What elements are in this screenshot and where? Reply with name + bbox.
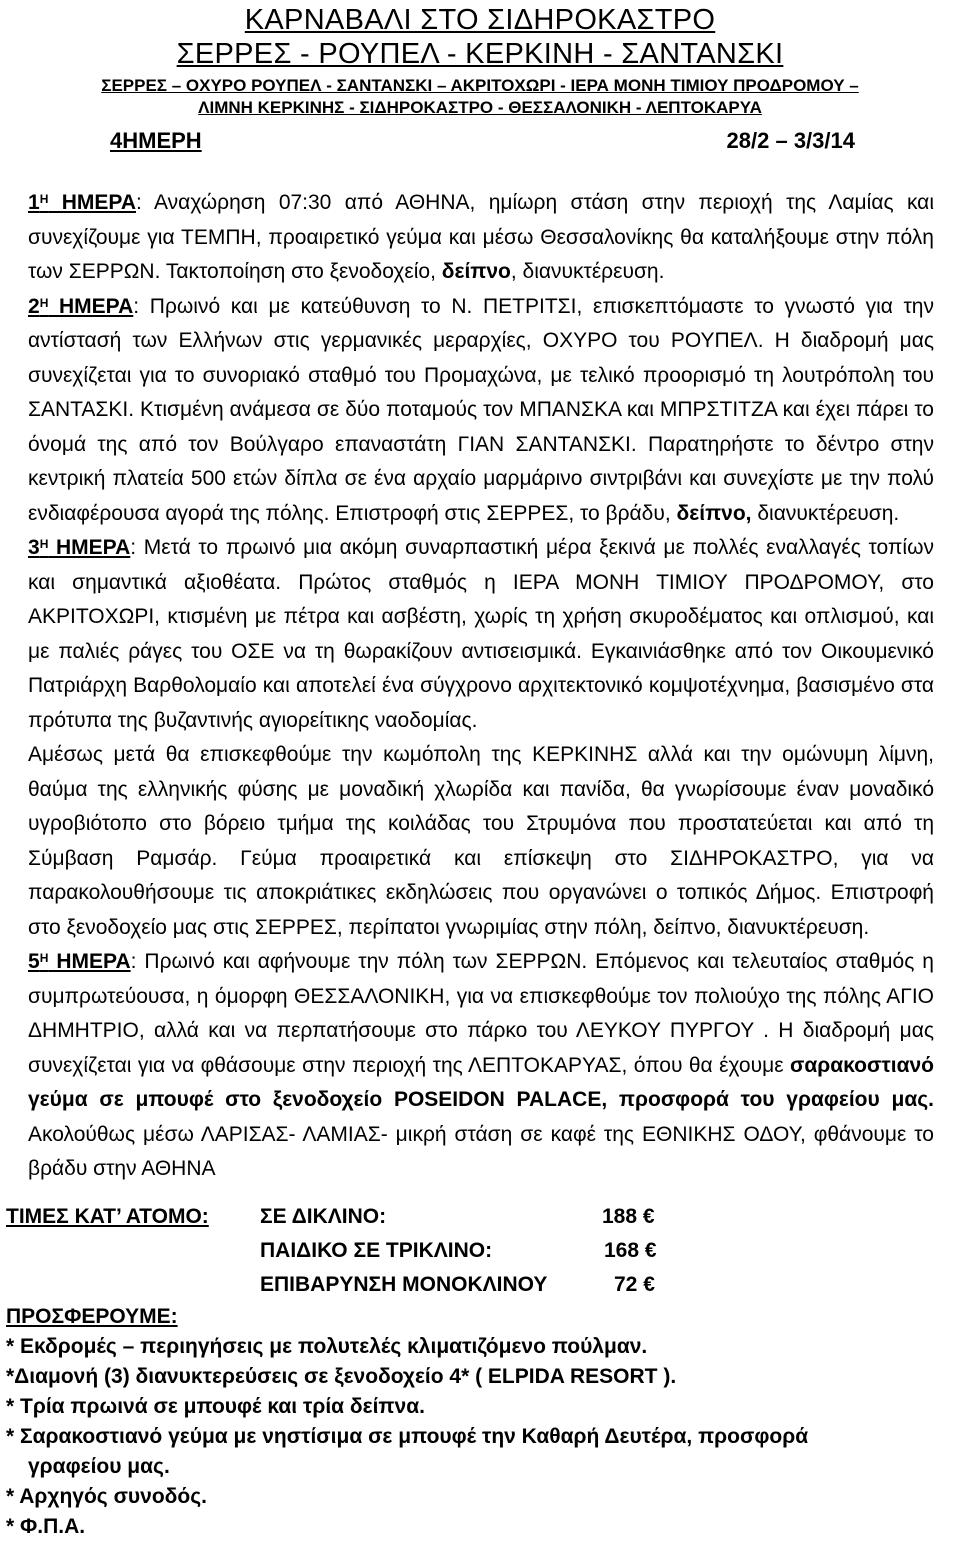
title-line-2: ΣΕΡΡΕΣ - ΡΟΥΠΕΛ - ΚΕΡΚΙΝΗ - ΣΑΝΤΑΝΣΚΙ [176, 38, 784, 70]
trip-header [110, 128, 855, 154]
trip-duration: 4ΗΜΕΡΗ [110, 128, 202, 153]
offer-section [6, 1302, 936, 1542]
offer-item: *Διαμονή (3) διανυκτερεύσεις σε ξενοδοχείο 4* ( ELPIDA RESORT ). [6, 1365, 677, 1388]
day-1-label: $1^H$ ΗΜΕΡΑ [28, 191, 137, 214]
title-line-1: ΚΑΡΝΑΒΑΛΙ ΣΤΟ ΣΙΔΗΡΟΚΑΣΤΡΟ [244, 4, 716, 36]
offer-item: * Σαρακοστιανό γεύμα με νηστίσιμα σε μπουφέ την Καθαρή Δευτέρα, προσφορά [6, 1425, 809, 1448]
price-single-value: 72 € [614, 1273, 655, 1296]
day-5-label: $5^H$ ΗΜΕΡΑ [28, 950, 131, 973]
offer-item: * Τρία πρωινά σε μπουφέ και τρία δείπνα. [6, 1395, 425, 1418]
day-3-label: $3^H$ ΗΜΕΡΑ [28, 536, 131, 559]
price-double-value: 188 € [602, 1205, 655, 1228]
offer-item: * Εκδρομές – περιηγήσεις με πολυτελές κλιματιζόμενο πούλμαν. [6, 1335, 648, 1358]
price-double-name: ΣΕ ΔΙΚΛΙΝΟ: [260, 1205, 387, 1228]
price-child-name: ΠΑΙΔΙΚΟ ΣΕ ΤΡΙΚΛΙΝΟ: [260, 1239, 493, 1262]
offer-item-continued: γραφείου μας. [28, 1455, 170, 1478]
day-2: $2^H$ ΗΜΕΡΑ: Πρωινό και με κατεύθυνση το Ν. ΠΕΤΡΙΤΣΙ, επισκεπτόμαστε το γνωστό για την αντίστασή των Ελλήνων στις γερμανικές μεραρχίες, ΟΧΥΡΟ του ΡΟΥΠΕΛ. Η διαδρομή μας συνεχίζεται για το συνοριακό σταθμό του Προμαχώνα, με τελικό προορισμό τη λουτρόπολη του ΣΑΝΤΑΣΚΙ. Κτισμένη ανάμεσα σε δύο ποταμούς τον ΜΠΑΝΣΚΑ και ΜΠΡΣΤΙΤΖΑ και έχει πάρει το όνομά της από τον Βούλγαρο επαναστάτη ΓΙΑΝ ΣΑΝΤΑΝΣΚΙ. Παρατηρήστε το δέντρο στην κεντρική πλατεία 500 ετών δίπλα σε ένα αρχαίο μαρμάρινο σιντριβάνι και συνεχίστε με την πολύ ενδιαφέρουσα αγορά της πόλης. Επιστροφή στις ΣΕΡΡΕΣ, το βράδυ, δείπνο, διανυκτέρευση. [28, 294, 934, 525]
price-single-name: ΕΠΙΒΑΡΥΝΣΗ ΜΟΝΟΚΛΙΝΟΥ [260, 1273, 548, 1296]
day-2-dinner: δείπνο, [676, 501, 752, 525]
day-2-label: $2^H$ ΗΜΕΡΑ [28, 294, 134, 318]
offer-item: * Αρχηγός συνοδός. [6, 1485, 207, 1508]
trip-dates: 28/2 – 3/3/14 [726, 128, 855, 153]
itinerary [28, 186, 934, 1187]
offer-heading: ΠΡΟΣΦΕΡΟΥΜΕ: [6, 1305, 178, 1328]
prices-label: ΤΙΜΕΣ ΚΑΤ’ ΑΤΟΜΟ: [6, 1205, 209, 1228]
day-3: $3^H$ ΗΜΕΡΑ: Μετά το πρωινό μια ακόμη συναρπαστική μέρα ξεκινά με πολλές εναλλαγές τοπίων και σημαντικά αξιοθέατα. Πρώτος σταθμός η ΙΕΡΑ ΜΟΝΗ ΤΙΜΙΟΥ ΠΡΟΔΡΟΜΟΥ, στο ΑΚΡΙΤΟΧΩΡΙ, κτισμένη με πέτρα και ασβέστη, χωρίς τη χρήση σκυροδέματος και οπλισμού, και με παλιές ράγες του ΟΣΕ να τη θωρακίζουν αντισεισμικά. Εγκαινιάσθηκε από τον Οικουμενικό Πατριάρχη Βαρθολομαίο και αποτελεί ένα σύγχρονο αρχιτεκτονικό κομψοτέχνημα, βασισμένο στα πρότυπα της βυζαντινής αγιορείτικης ναοδομίας. [28, 536, 934, 732]
day-5: $5^H$ ΗΜΕΡΑ: Πρωινό και αφήνουμε την πόλη των ΣΕΡΡΩΝ. Επόμενος και τελευταίος σταθμός η συμπρωτεύουσα, η όμορφη ΘΕΣΣΑΛΟΝΙΚΗ, για να επισκεφθούμε τον πολιούχο της πόλης ΑΓΙΟ ΔΗΜΗΤΡΙΟ, αλλά και να περπατήσουμε στο πάρκο του ΛΕΥΚΟΥ ΠΥΡΓΟΥ . Η διαδρομή μας συνεχίζεται για να φθάσουμε στην περιοχή της ΛΕΠΤΟΚΑΡΥΑΣ, όπου θα έχουμε σαρακοστιανό γεύμα σε μπουφέ στο ξενοδοχείο POSEIDON PALACE, προσφορά του γραφείου μας. Ακολούθως μέσω ΛΑΡΙΣΑΣ- ΛΑΜΙΑΣ- μικρή στάση σε καφέ της ΕΘΝΙΚΗΣ ΟΔΟΥ, φθάνουμε το βράδυ στην ΑΘΗΝΑ [28, 950, 934, 1180]
route-line-1: ΣΕΡΡΕΣ – ΟΧΥΡΟ ΡΟΥΠΕΛ - ΣΑΝΤΑΝΣΚΙ – ΑΚΡΙΤΟΧΩΡΙ - ΙΕΡΑ ΜΟΝΗ ΤΙΜΙΟΥ ΠΡΟΔΡΟΜΟΥ – [101, 76, 859, 95]
day-5-lunch-offer: σαρακοστιανό γεύμα σε μπουφέ στο ξενοδοχείο POSEIDON PALACE, προσφορά του γραφείου μας. [28, 1053, 934, 1111]
price-child-value: 168 € [604, 1239, 657, 1262]
day-3-continued: Αμέσως μετά θα επισκεφθούμε την κωμόπολη της ΚΕΡΚΙΝΗΣ αλλά και την ομώνυμη λίμνη, θαύμα της ελληνικής φύσης με μοναδική χλωρίδα και πανίδα, θα γνωρίσουμε έναν μοναδικό υγροβιότοπο στο βόρειο τμήμα της κοιλάδας του Στρυμόνα που προστατεύεται και από τη Σύμβαση Ραμσάρ. Γεύμα προαιρετικά και επίσκεψη στο ΣΙΔΗΡΟΚΑΣΤΡΟ, για να παρακολουθήσουμε τις αποκριάτικες εκδηλώσεις που οργανώνει ο τοπικός Δήμος. Επιστροφή στο ξενοδοχείο μας στις ΣΕΡΡΕΣ, περίπατοι γνωριμίας στην πόλη, δείπνο, διανυκτέρευση. [28, 743, 934, 939]
offer-item: * Φ.Π.Α. [6, 1515, 86, 1538]
route-description [0, 75, 960, 119]
day-1: $1^H$ ΗΜΕΡΑ: Αναχώρηση 07:30 από ΑΘΗΝΑ, ημίωρη στάση στην περιοχή της Λαμίας και συνεχίζουμε για ΤΕΜΠΗ, προαιρετικό γεύμα και μέσω Θεσσαλονίκης θα καταλήξουμε στην πόλη των ΣΕΡΡΩΝ. Τακτοποίηση στο ξενοδοχείο, δείπνο, διανυκτέρευση. [28, 191, 934, 283]
route-line-2: ΛΙΜΝΗ ΚΕΡΚΙΝΗΣ - ΣΙΔΗΡΟΚΑΣΤΡΟ - ΘΕΣΣΑΛΟΝΙΚΗ - ΛΕΠΤΟΚΑΡΥΑ [198, 98, 762, 117]
day-1-dinner: δείπνο [441, 260, 511, 283]
